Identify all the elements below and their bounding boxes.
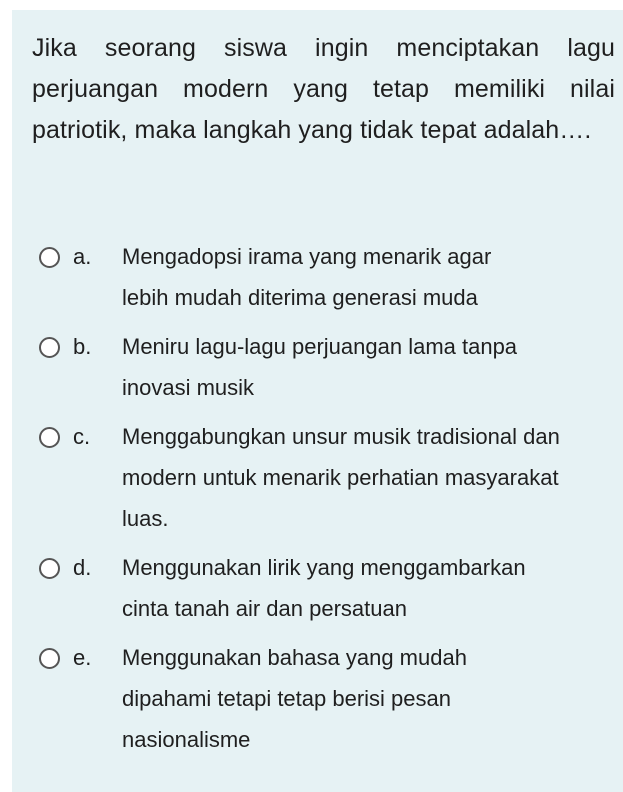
option-text: Menggunakan lirik yang menggambarkan cinta tanah air dan persatuan <box>122 555 526 621</box>
option-c[interactable] <box>12 416 623 539</box>
radio-button-c[interactable] <box>39 427 60 448</box>
option-text: Menggunakan bahasa yang mudah dipahami tetapi tetap berisi pesan nasionalisme <box>122 645 467 752</box>
option-letter: b. <box>73 334 92 359</box>
option-letter: a. <box>73 244 92 269</box>
option-e[interactable] <box>12 637 623 760</box>
option-b[interactable] <box>12 326 623 408</box>
radio-button-d[interactable] <box>39 558 60 579</box>
question-card <box>12 10 623 792</box>
radio-button-e[interactable] <box>39 648 60 669</box>
option-a[interactable] <box>12 236 623 318</box>
answer-options <box>12 236 623 768</box>
option-letter: c. <box>73 424 91 449</box>
option-text: Menggabungkan unsur musik tradisional dan modern untuk menarik perhatian masyarakat luas. <box>122 424 560 531</box>
option-letter: e. <box>73 645 92 670</box>
option-text: Meniru lagu-lagu perjuangan lama tanpa inovasi musik <box>122 334 518 400</box>
option-d[interactable] <box>12 547 623 629</box>
radio-button-b[interactable] <box>39 337 60 358</box>
option-letter: d. <box>73 555 92 580</box>
option-text: Mengadopsi irama yang menarik agar lebih mudah diterima generasi muda <box>122 244 492 310</box>
radio-button-a[interactable] <box>39 247 60 268</box>
question-text: Jika seorang siswa ingin menciptakan lagu perjuangan modern yang tetap memiliki nilai patriotik, maka langkah yang tidak tepat adalah…. <box>32 34 615 144</box>
